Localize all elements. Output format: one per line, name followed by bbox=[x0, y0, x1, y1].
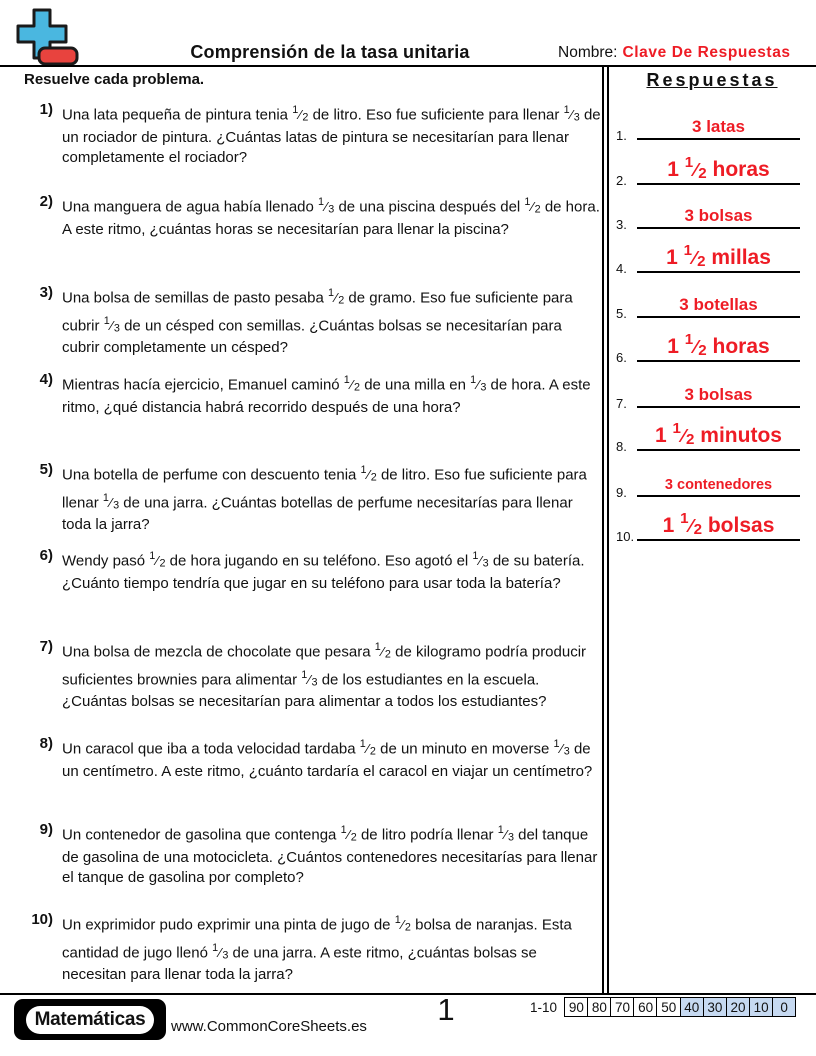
score-cell: 80 bbox=[587, 997, 612, 1017]
answer-number: 5. bbox=[616, 306, 627, 321]
problem-item bbox=[24, 370, 602, 418]
answer-number: 9. bbox=[616, 485, 627, 500]
footer-divider-line bbox=[0, 993, 816, 995]
fraction: $^1⁄_2$ bbox=[340, 824, 357, 844]
problem-number: 7) bbox=[39, 638, 53, 655]
answer-text: 3 botellas bbox=[679, 295, 758, 314]
score-cell: 20 bbox=[726, 997, 751, 1017]
score-table bbox=[530, 997, 796, 1017]
answer-text: 1 $^1⁄_2$ minutos bbox=[655, 420, 782, 448]
answer-blank-line bbox=[637, 242, 800, 273]
brand-label: Matemáticas bbox=[26, 1006, 155, 1034]
website-url: www.CommonCoreSheets.es bbox=[171, 1018, 367, 1035]
answer-row bbox=[610, 193, 800, 232]
answer-text: 3 bolsas bbox=[684, 206, 753, 225]
answer-number: 1. bbox=[616, 128, 627, 143]
commoncoresheets-plus-logo-icon bbox=[12, 8, 80, 73]
problem-text: Wendy pasó $^1⁄_2$ de hora jugando en su teléfono. Eso agotó el $^1⁄_3$ de su batería. ¿Cuánto tiempo tendría que jugar en su teléfono para usar toda la batería? bbox=[62, 550, 585, 592]
fraction: $^1⁄_2$ bbox=[684, 331, 707, 359]
problem-item bbox=[24, 910, 602, 985]
fraction: $^1⁄_3$ bbox=[102, 491, 120, 512]
fraction: $^1⁄_2$ bbox=[524, 196, 541, 216]
answer-text: 3 bolsas bbox=[684, 385, 753, 404]
fraction: $^1⁄_3$ bbox=[470, 374, 487, 394]
fraction: $^1⁄_3$ bbox=[472, 550, 489, 570]
answer-number: 6. bbox=[616, 350, 627, 365]
fraction: $^1⁄_2$ bbox=[292, 104, 309, 124]
fraction: $^1⁄_2$ bbox=[680, 510, 703, 538]
problem-item bbox=[24, 460, 602, 535]
fraction: $^1⁄_2$ bbox=[683, 242, 706, 270]
fraction: $^1⁄_2$ bbox=[360, 464, 377, 484]
instructions-text: Resuelve cada problema. bbox=[24, 71, 205, 88]
problem-text: Un contenedor de gasolina que contenga $^1⁄_2$ de litro podría llenar $^1⁄_3$ del tanque de gasolina de una motocicleta. ¿Cuántos contenedores necesitarías para llenar el tanque de gasolina por completo? bbox=[62, 824, 598, 886]
problem-item bbox=[24, 820, 602, 888]
score-cell: 10 bbox=[749, 997, 774, 1017]
problem-text: Una bolsa de semillas de pasto pesaba $^1⁄_2$ de gramo. Eso fue suficiente para cubrir $^1⁄_3$ de un césped con semillas. ¿Cuántas bolsas se necesitarían para cubrir completamente un césped? bbox=[62, 287, 573, 357]
answer-number: 7. bbox=[616, 396, 627, 411]
fraction: $^1⁄_2$ bbox=[394, 914, 411, 934]
answer-blank-line bbox=[637, 331, 800, 362]
fraction: $^1⁄_3$ bbox=[212, 941, 229, 962]
name-row bbox=[558, 44, 791, 62]
answer-blank-line bbox=[637, 476, 800, 497]
problem-text: Un exprimidor pudo exprimir una pinta de jugo de $^1⁄_2$ bolsa de naranjas. Esta cantidad de jugo llenó $^1⁄_3$ de una jarra. A este ritmo, ¿cuántas bolsas se necesitan para llenar toda la jarra? bbox=[62, 914, 572, 984]
score-range-label: 1-10 bbox=[530, 999, 558, 1015]
problem-number: 10) bbox=[31, 911, 53, 928]
brand-badge bbox=[14, 999, 166, 1040]
fraction: $^1⁄_2$ bbox=[359, 738, 376, 758]
answer-text: 1 $^1⁄_2$ bolsas bbox=[662, 510, 775, 538]
answer-row bbox=[610, 461, 800, 500]
column-divider-line bbox=[602, 66, 609, 995]
score-cell: 0 bbox=[772, 997, 797, 1017]
answer-number: 8. bbox=[616, 439, 627, 454]
fraction: $^1⁄_2$ bbox=[672, 420, 695, 448]
fraction: $^1⁄_3$ bbox=[103, 314, 120, 335]
problem-number: 9) bbox=[39, 821, 53, 838]
problem-text: Mientras hacía ejercicio, Emanuel caminó $^1⁄_2$ de una milla en $^1⁄_3$ de hora. A este ritmo, ¿qué distancia habrá recorrido después de una hora? bbox=[62, 374, 591, 416]
score-cell: 60 bbox=[633, 997, 658, 1017]
problem-text: Un caracol que iba a toda velocidad tardaba $^1⁄_2$ de un minuto en moverse $^1⁄_3$ de un centímetro. A este ritmo, ¿cuánto tardaría el caracol en viajar un centímetro? bbox=[62, 738, 593, 780]
fraction: $^1⁄_3$ bbox=[563, 104, 580, 124]
fraction: $^1⁄_3$ bbox=[497, 824, 514, 844]
answer-blank-line bbox=[637, 385, 800, 408]
answer-number: 4. bbox=[616, 261, 627, 276]
answer-row bbox=[610, 104, 800, 143]
answer-number: 2. bbox=[616, 173, 627, 188]
problem-number: 6) bbox=[39, 547, 53, 564]
page-title: Comprensión de la tasa unitaria bbox=[190, 42, 470, 62]
answer-text: 1 $^1⁄_2$ horas bbox=[667, 331, 770, 359]
problem-text: Una manguera de agua había llenado $^1⁄_3$ de una piscina después del $^1⁄_2$ de hora. A este ritmo, ¿cuántas horas se necesitarían para llenar la piscina? bbox=[62, 196, 600, 238]
problem-number: 2) bbox=[39, 193, 53, 210]
answer-number: 3. bbox=[616, 217, 627, 232]
fraction: $^1⁄_2$ bbox=[328, 287, 345, 307]
problem-text: Una botella de perfume con descuento tenia $^1⁄_2$ de litro. Eso fue suficiente para llenar $^1⁄_3$ de una jarra. ¿Cuántas botellas de perfume necesitarías para llenar toda la jarra? bbox=[62, 464, 587, 534]
answer-blank-line bbox=[637, 295, 800, 318]
answer-number: 10. bbox=[616, 529, 635, 544]
name-label: Nombre: bbox=[558, 44, 618, 61]
answer-row bbox=[610, 372, 800, 411]
answer-text: 1 $^1⁄_2$ millas bbox=[666, 242, 771, 270]
answer-row bbox=[610, 282, 800, 321]
problem-text: Una bolsa de mezcla de chocolate que pesara $^1⁄_2$ de kilogramo podría producir suficientes brownies para alimentar $^1⁄_3$ de los estudiantes en la escuela. ¿Cuántas bolsas se necesitarían para alimentar a todos los estudiantes? bbox=[62, 641, 587, 711]
answer-key-label: Clave De Respuestas bbox=[622, 44, 791, 61]
fraction: $^1⁄_2$ bbox=[374, 641, 391, 661]
answer-blank-line bbox=[637, 510, 800, 541]
score-cell: 70 bbox=[610, 997, 635, 1017]
answer-blank-line bbox=[637, 206, 800, 229]
answer-blank-line bbox=[637, 117, 800, 140]
header-divider-line bbox=[0, 65, 816, 67]
score-cell: 90 bbox=[564, 997, 589, 1017]
fraction: $^1⁄_3$ bbox=[553, 738, 570, 758]
fraction: $^1⁄_2$ bbox=[684, 154, 707, 182]
problem-number: 5) bbox=[39, 461, 53, 478]
problem-item bbox=[24, 192, 602, 240]
score-cell: 30 bbox=[703, 997, 728, 1017]
answer-row bbox=[610, 326, 800, 365]
answer-row bbox=[610, 237, 800, 276]
fraction: $^1⁄_2$ bbox=[343, 374, 361, 394]
problem-item bbox=[24, 546, 602, 594]
fraction: $^1⁄_2$ bbox=[149, 550, 166, 570]
problem-item bbox=[24, 283, 602, 358]
page-number: 1 bbox=[437, 992, 455, 1027]
problem-number: 8) bbox=[39, 735, 53, 752]
problem-number: 3) bbox=[39, 284, 53, 301]
fraction: $^1⁄_3$ bbox=[301, 668, 318, 689]
score-cell: 40 bbox=[680, 997, 705, 1017]
problem-item bbox=[24, 637, 602, 712]
answer-blank-line bbox=[637, 420, 800, 451]
score-cells bbox=[564, 997, 796, 1017]
problem-number: 4) bbox=[39, 371, 53, 388]
fraction: $^1⁄_3$ bbox=[318, 196, 335, 216]
answer-row bbox=[610, 415, 800, 454]
answer-text: 1 $^1⁄_2$ horas bbox=[667, 154, 770, 182]
answer-row bbox=[610, 505, 800, 544]
problem-item bbox=[24, 100, 602, 168]
problem-text: Una lata pequeña de pintura tenia $^1⁄_2$ de litro. Eso fue suficiente para llenar $^1⁄_3$ de un rociador de pintura. ¿Cuántas latas de pintura se necesitarían para llenar completamente el rociador? bbox=[62, 104, 601, 166]
answer-text: 3 latas bbox=[692, 117, 745, 136]
problem-item bbox=[24, 734, 602, 782]
problem-number: 1) bbox=[39, 101, 53, 118]
score-cell: 50 bbox=[656, 997, 681, 1017]
answer-row bbox=[610, 149, 800, 188]
answer-blank-line bbox=[637, 154, 800, 185]
answer-text: 3 contenedores bbox=[664, 477, 773, 493]
answers-title: Respuestas bbox=[646, 70, 778, 90]
